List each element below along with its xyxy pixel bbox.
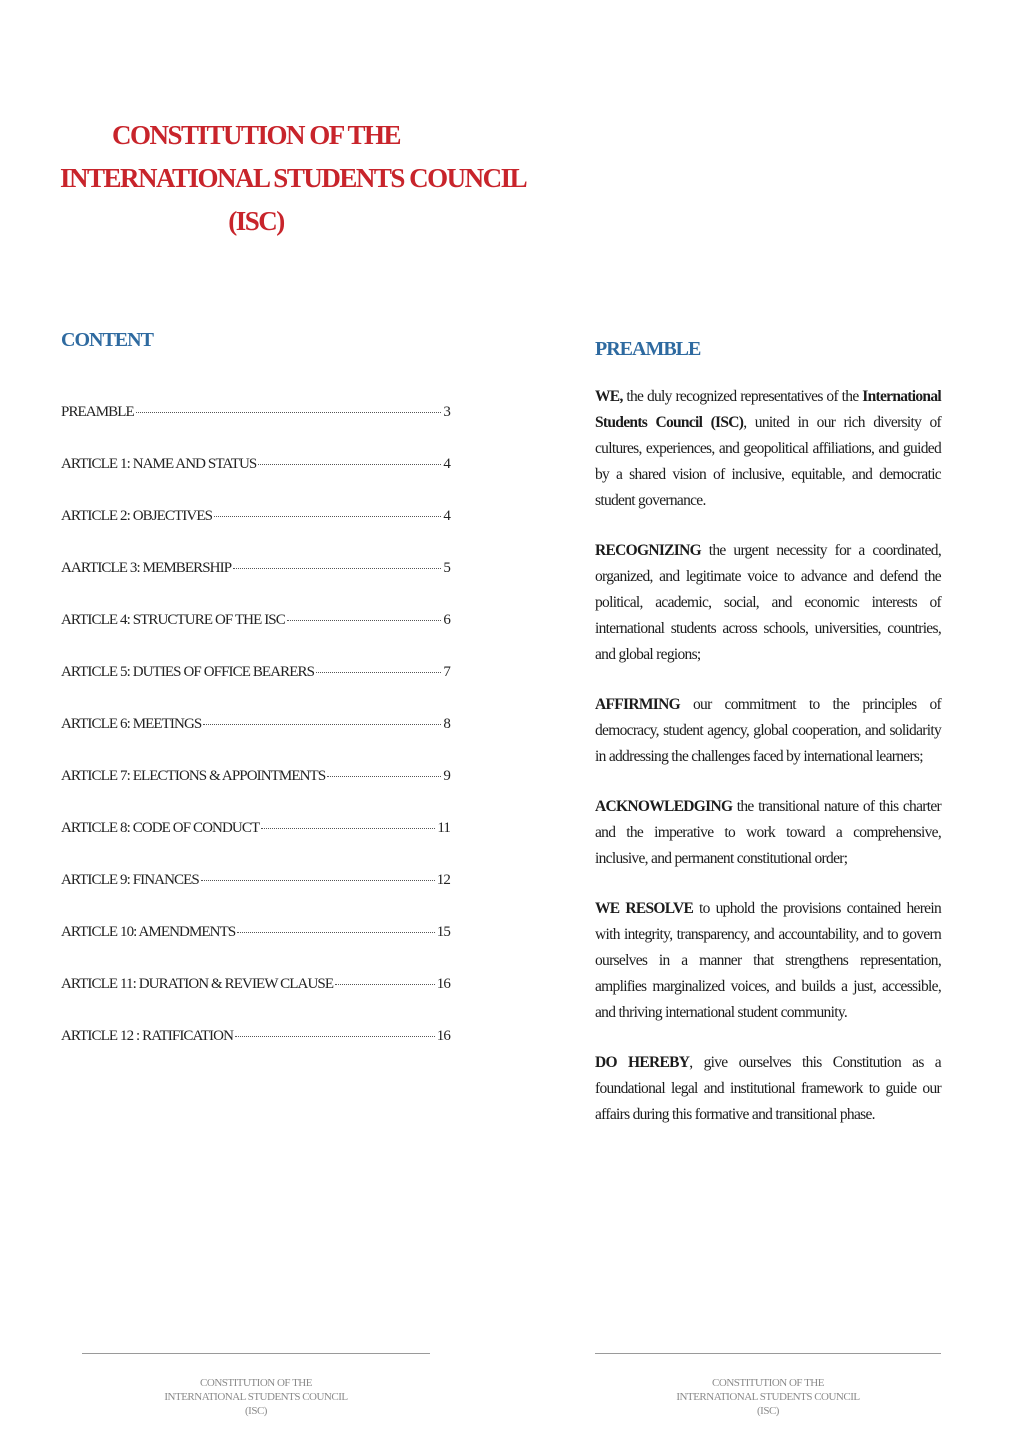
dot-leader (233, 568, 441, 569)
dot-leader (316, 672, 441, 673)
toc-entry-label: AARTICLE 3: MEMBERSHIP (61, 560, 232, 576)
toc-entry-page: 15 (436, 924, 450, 940)
footer-divider-left (82, 1353, 430, 1354)
toc-entry-page: 7 (443, 664, 450, 680)
toc-entry-label: ARTICLE 1: NAME AND STATUS (61, 456, 257, 472)
dot-leader (335, 984, 435, 985)
toc-entry-article-7[interactable] (61, 768, 450, 820)
toc-entry-label: ARTICLE 11: DURATION & REVIEW CLAUSE (61, 976, 334, 992)
paragraph-text: the transitional nature of this charter and the imperative to work toward a comprehensive, inclusive, and permanent constitutional order; (595, 798, 941, 867)
toc-entry-page: 16 (436, 976, 450, 992)
toc-entry-page: 11 (437, 820, 450, 836)
toc-entry-page: 8 (443, 716, 450, 732)
dot-leader (327, 776, 441, 777)
council-name: International Students Council (ISC) (595, 388, 941, 431)
toc-entry-page: 12 (436, 872, 450, 888)
toc-entry-label: ARTICLE 7: ELECTIONS & APPOINTMENTS (61, 768, 326, 784)
toc-entry-article-4[interactable] (61, 612, 450, 664)
toc-entry-label: ARTICLE 8: CODE OF CONDUCT (61, 820, 260, 836)
toc-entry-page: 6 (443, 612, 450, 628)
footer-line-1: CONSTITUTION OF THE (712, 1377, 824, 1389)
dot-leader (235, 1036, 435, 1037)
toc-entry-article-10[interactable] (61, 924, 450, 976)
title-line-1: CONSTITUTION OF THE (111, 120, 401, 150)
paragraph-text: the urgent necessity for a coordinated, organized, and legitimate voice to advance and defend the political, academic, social, and economic interests of international students across schools, universities, countries, and global regions; (595, 542, 941, 663)
footer-left (146, 1376, 366, 1418)
preamble-paragraph-we (595, 384, 941, 514)
table-of-contents (61, 404, 450, 1080)
toc-entry-page: 4 (443, 508, 450, 524)
title-line-3: (ISC) (228, 206, 284, 236)
footer-right (658, 1376, 878, 1418)
toc-entry-page: 4 (443, 456, 450, 472)
lead-word: AFFIRMING (595, 696, 680, 713)
paragraph-text: , united in our rich diversity of cultures, experiences, and geopolitical affiliations, and guided by a shared vision of inclusive, equitable, and democratic student governance. (595, 414, 941, 509)
document-title (60, 114, 527, 243)
dot-leader (201, 880, 435, 881)
toc-entry-article-1[interactable] (61, 456, 450, 508)
toc-entry-article-5[interactable] (61, 664, 450, 716)
toc-entry-page: 5 (443, 560, 450, 576)
dot-leader (203, 724, 441, 725)
lead-word: WE, (595, 388, 623, 405)
dot-leader (136, 412, 442, 413)
dot-leader (287, 620, 442, 621)
toc-entry-article-6[interactable] (61, 716, 450, 768)
paragraph-text: our commitment to the principles of democracy, student agency, global cooperation, and solidarity in addressing the challenges faced by international learners; (595, 696, 941, 765)
toc-entry-article-12[interactable] (61, 1028, 450, 1080)
footer-line-3: (ISC) (245, 1405, 267, 1417)
toc-entry-label: PREAMBLE (61, 404, 134, 420)
toc-entry-preamble[interactable] (61, 404, 450, 456)
toc-entry-page: 3 (443, 404, 450, 420)
preamble-body (595, 384, 941, 1152)
toc-entry-article-8[interactable] (61, 820, 450, 872)
dot-leader (214, 516, 441, 517)
toc-entry-label: ARTICLE 4: STRUCTURE OF THE ISC (61, 612, 285, 628)
toc-entry-label: ARTICLE 12 : RATIFICATION (61, 1028, 234, 1044)
footer-line-2: INTERNATIONAL STUDENTS COUNCIL (676, 1391, 860, 1403)
toc-entry-page: 9 (443, 768, 450, 784)
footer-line-3: (ISC) (757, 1405, 779, 1417)
toc-entry-label: ARTICLE 10: AMENDMENTS (61, 924, 236, 940)
contents-heading: CONTENT (61, 329, 153, 351)
preamble-paragraph-do-hereby (595, 1050, 941, 1128)
toc-entry-page: 16 (436, 1028, 450, 1044)
preamble-paragraph-we-resolve (595, 896, 941, 1026)
paragraph-text: the duly recognized representatives of the (622, 388, 863, 405)
dot-leader (237, 932, 434, 933)
preamble-paragraph-acknowledging (595, 794, 941, 872)
dot-leader (258, 464, 441, 465)
toc-entry-label: ARTICLE 2: OBJECTIVES (61, 508, 213, 524)
lead-word: RECOGNIZING (595, 542, 701, 559)
paragraph-text: to uphold the provisions contained herein with integrity, transparency, and accountability, and to govern ourselves in a manner that strengthens representation, amplifies marginalized voices, and builds a just, accessible, and thriving international student community. (595, 900, 941, 1021)
footer-divider-right (595, 1353, 941, 1354)
toc-entry-label: ARTICLE 5: DUTIES OF OFFICE BEARERS (61, 664, 315, 680)
toc-entry-label: ARTICLE 6: MEETINGS (61, 716, 202, 732)
footer-line-2: INTERNATIONAL STUDENTS COUNCIL (164, 1391, 348, 1403)
lead-word: WE RESOLVE (595, 900, 694, 917)
toc-entry-article-11[interactable] (61, 976, 450, 1028)
dot-leader (261, 828, 435, 829)
toc-entry-article-9[interactable] (61, 872, 450, 924)
toc-entry-article-3[interactable] (61, 560, 450, 612)
preamble-paragraph-recognizing (595, 538, 941, 668)
title-line-2: INTERNATIONAL STUDENTS COUNCIL (60, 163, 527, 193)
lead-word: DO HEREBY (595, 1054, 690, 1071)
paragraph-text: , give ourselves this Constitution as a foundational legal and institutional framework to guide our affairs during this formative and transitional phase. (595, 1054, 941, 1123)
footer-line-1: CONSTITUTION OF THE (200, 1377, 312, 1389)
preamble-heading: PREAMBLE (595, 338, 701, 360)
toc-entry-label: ARTICLE 9: FINANCES (61, 872, 199, 888)
preamble-paragraph-affirming (595, 692, 941, 770)
lead-word: ACKNOWLEDGING (595, 798, 733, 815)
toc-entry-article-2[interactable] (61, 508, 450, 560)
